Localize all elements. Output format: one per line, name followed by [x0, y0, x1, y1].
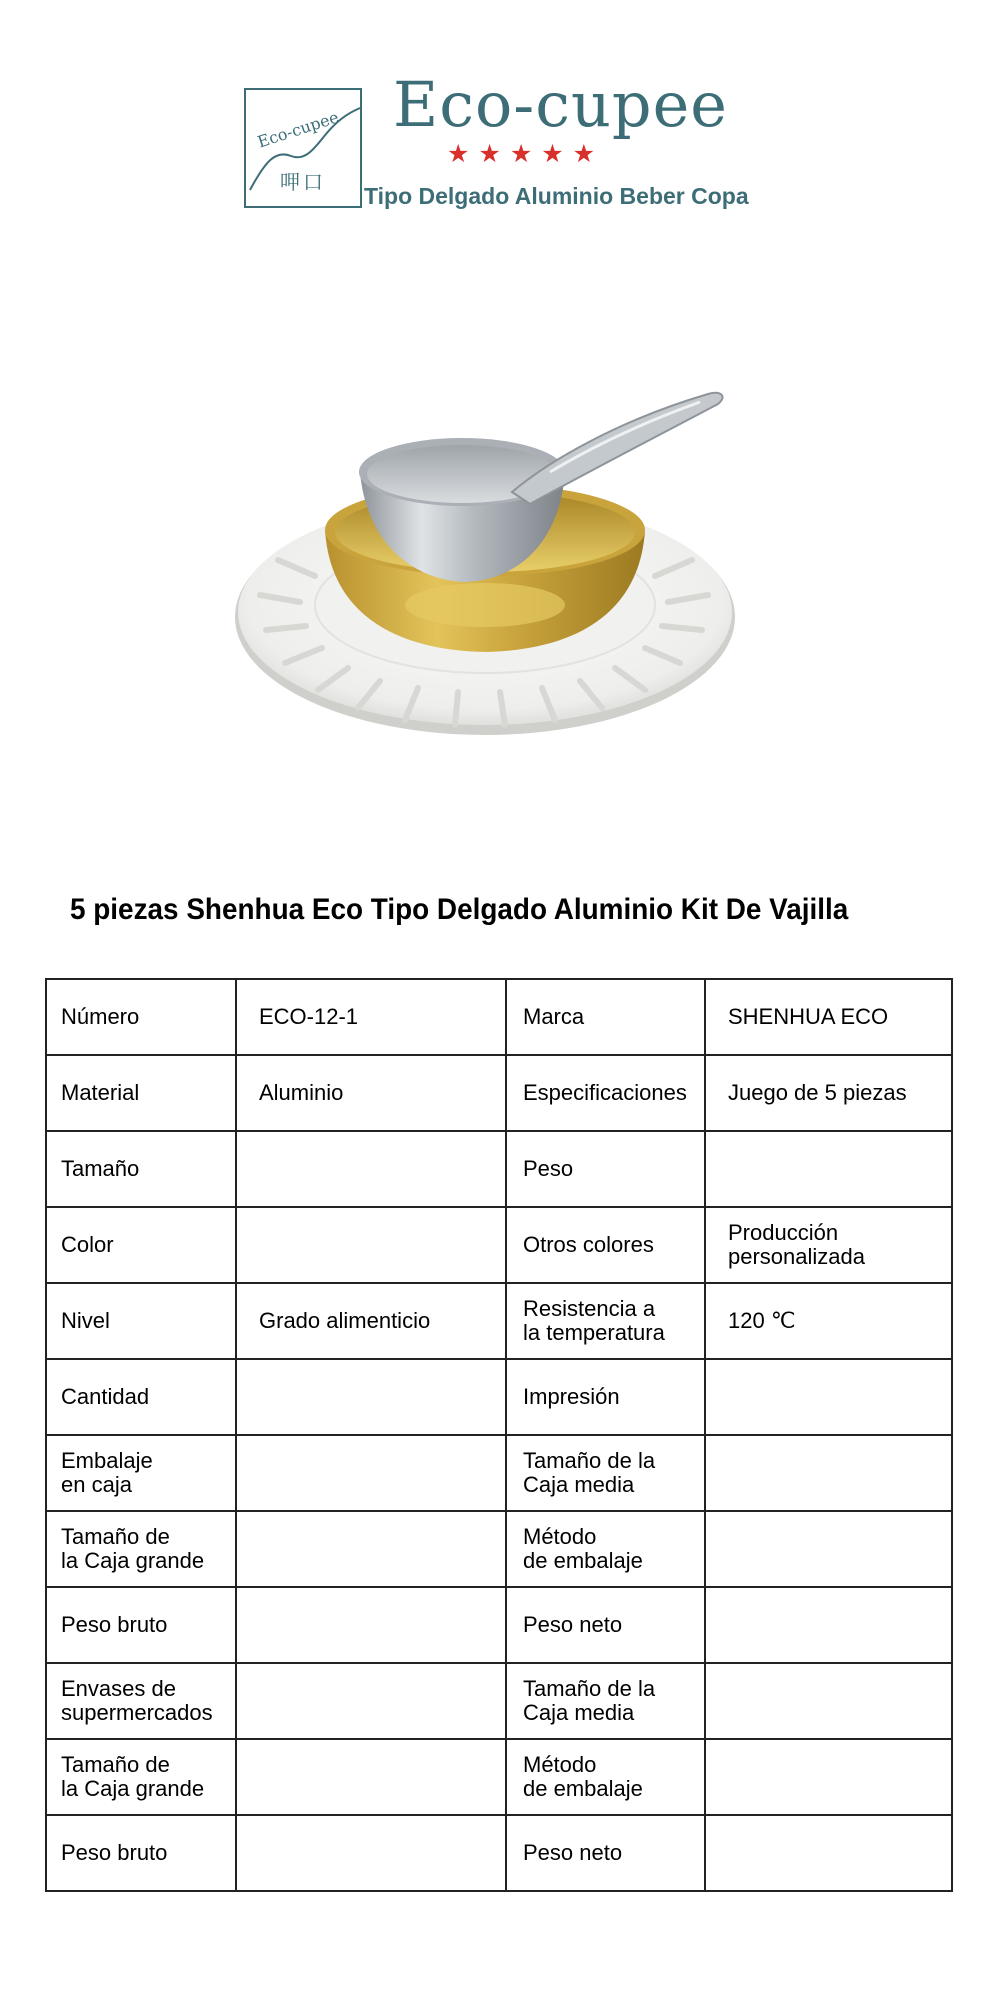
- spec-value: [236, 1511, 506, 1587]
- table-row: [46, 1435, 952, 1511]
- table-row: [46, 979, 952, 1055]
- spec-value: [705, 1359, 952, 1435]
- spec-label: Cantidad: [46, 1359, 236, 1435]
- spec-value: [705, 1663, 952, 1739]
- spec-value: Juego de 5 piezas: [705, 1055, 952, 1131]
- spec-table: [45, 978, 953, 1892]
- table-row: [46, 1815, 952, 1891]
- table-row: [46, 1663, 952, 1739]
- logo-emblem-cjk: 呷口: [280, 170, 326, 194]
- spec-value: [236, 1207, 506, 1283]
- spec-value: Aluminio: [236, 1055, 506, 1131]
- spec-label: Peso neto: [506, 1815, 705, 1891]
- table-row: [46, 1207, 952, 1283]
- tableware-set-icon: [230, 380, 750, 760]
- spec-label: Otros colores: [506, 1207, 705, 1283]
- spec-value: SHENHUA ECO: [705, 979, 952, 1055]
- spec-label: Impresión: [506, 1359, 705, 1435]
- table-row: [46, 1359, 952, 1435]
- table-row: [46, 1055, 952, 1131]
- spec-value: [236, 1739, 506, 1815]
- spec-label: Especificaciones: [506, 1055, 705, 1131]
- spec-label: Método de embalaje: [506, 1511, 705, 1587]
- rating-stars: ★★★★★: [447, 139, 605, 168]
- spec-value: [236, 1131, 506, 1207]
- spec-value: 120 ℃: [705, 1283, 952, 1359]
- spec-label: Marca: [506, 979, 705, 1055]
- spec-value: [705, 1587, 952, 1663]
- spec-label: Material: [46, 1055, 236, 1131]
- spec-value: ECO-12-1: [236, 979, 506, 1055]
- spec-value: [705, 1131, 952, 1207]
- spec-label: Peso neto: [506, 1587, 705, 1663]
- spec-label: Número: [46, 979, 236, 1055]
- spec-label: Tamaño: [46, 1131, 236, 1207]
- spec-value: Producción personalizada: [705, 1207, 952, 1283]
- logo-emblem-brand: Eco-cupee: [255, 107, 342, 152]
- spec-table-body: [46, 979, 952, 1891]
- spec-value: [705, 1435, 952, 1511]
- table-row: [46, 1511, 952, 1587]
- table-row: [46, 1283, 952, 1359]
- spec-value: Grado alimenticio: [236, 1283, 506, 1359]
- table-row: [46, 1587, 952, 1663]
- brand-name: Eco-cupee: [393, 68, 728, 141]
- table-row: [46, 1739, 952, 1815]
- brand-tagline: Tipo Delgado Aluminio Beber Copa: [364, 183, 749, 209]
- product-title: 5 piezas Shenhua Eco Tipo Delgado Aluminio Kit De Vajilla: [70, 893, 849, 926]
- spec-label: Embalaje en caja: [46, 1435, 236, 1511]
- spec-value: [705, 1815, 952, 1891]
- spec-label: Nivel: [46, 1283, 236, 1359]
- spec-label: Tamaño de la Caja media: [506, 1435, 705, 1511]
- spec-label: Envases de supermercados: [46, 1663, 236, 1739]
- spec-value: [236, 1663, 506, 1739]
- spec-label: Tamaño de la Caja media: [506, 1663, 705, 1739]
- spec-label: Peso bruto: [46, 1587, 236, 1663]
- table-row: [46, 1131, 952, 1207]
- spec-label: Peso: [506, 1131, 705, 1207]
- spec-value: [236, 1435, 506, 1511]
- spec-label: Resistencia a la temperatura: [506, 1283, 705, 1359]
- spec-value: [705, 1511, 952, 1587]
- spec-value: [236, 1587, 506, 1663]
- spec-label: Método de embalaje: [506, 1739, 705, 1815]
- logo-emblem: [244, 88, 362, 208]
- spec-value: [705, 1739, 952, 1815]
- spec-value: [236, 1815, 506, 1891]
- spec-label: Tamaño de la Caja grande: [46, 1739, 236, 1815]
- spec-label: Color: [46, 1207, 236, 1283]
- spec-value: [236, 1359, 506, 1435]
- spec-label: Peso bruto: [46, 1815, 236, 1891]
- spec-label: Tamaño de la Caja grande: [46, 1511, 236, 1587]
